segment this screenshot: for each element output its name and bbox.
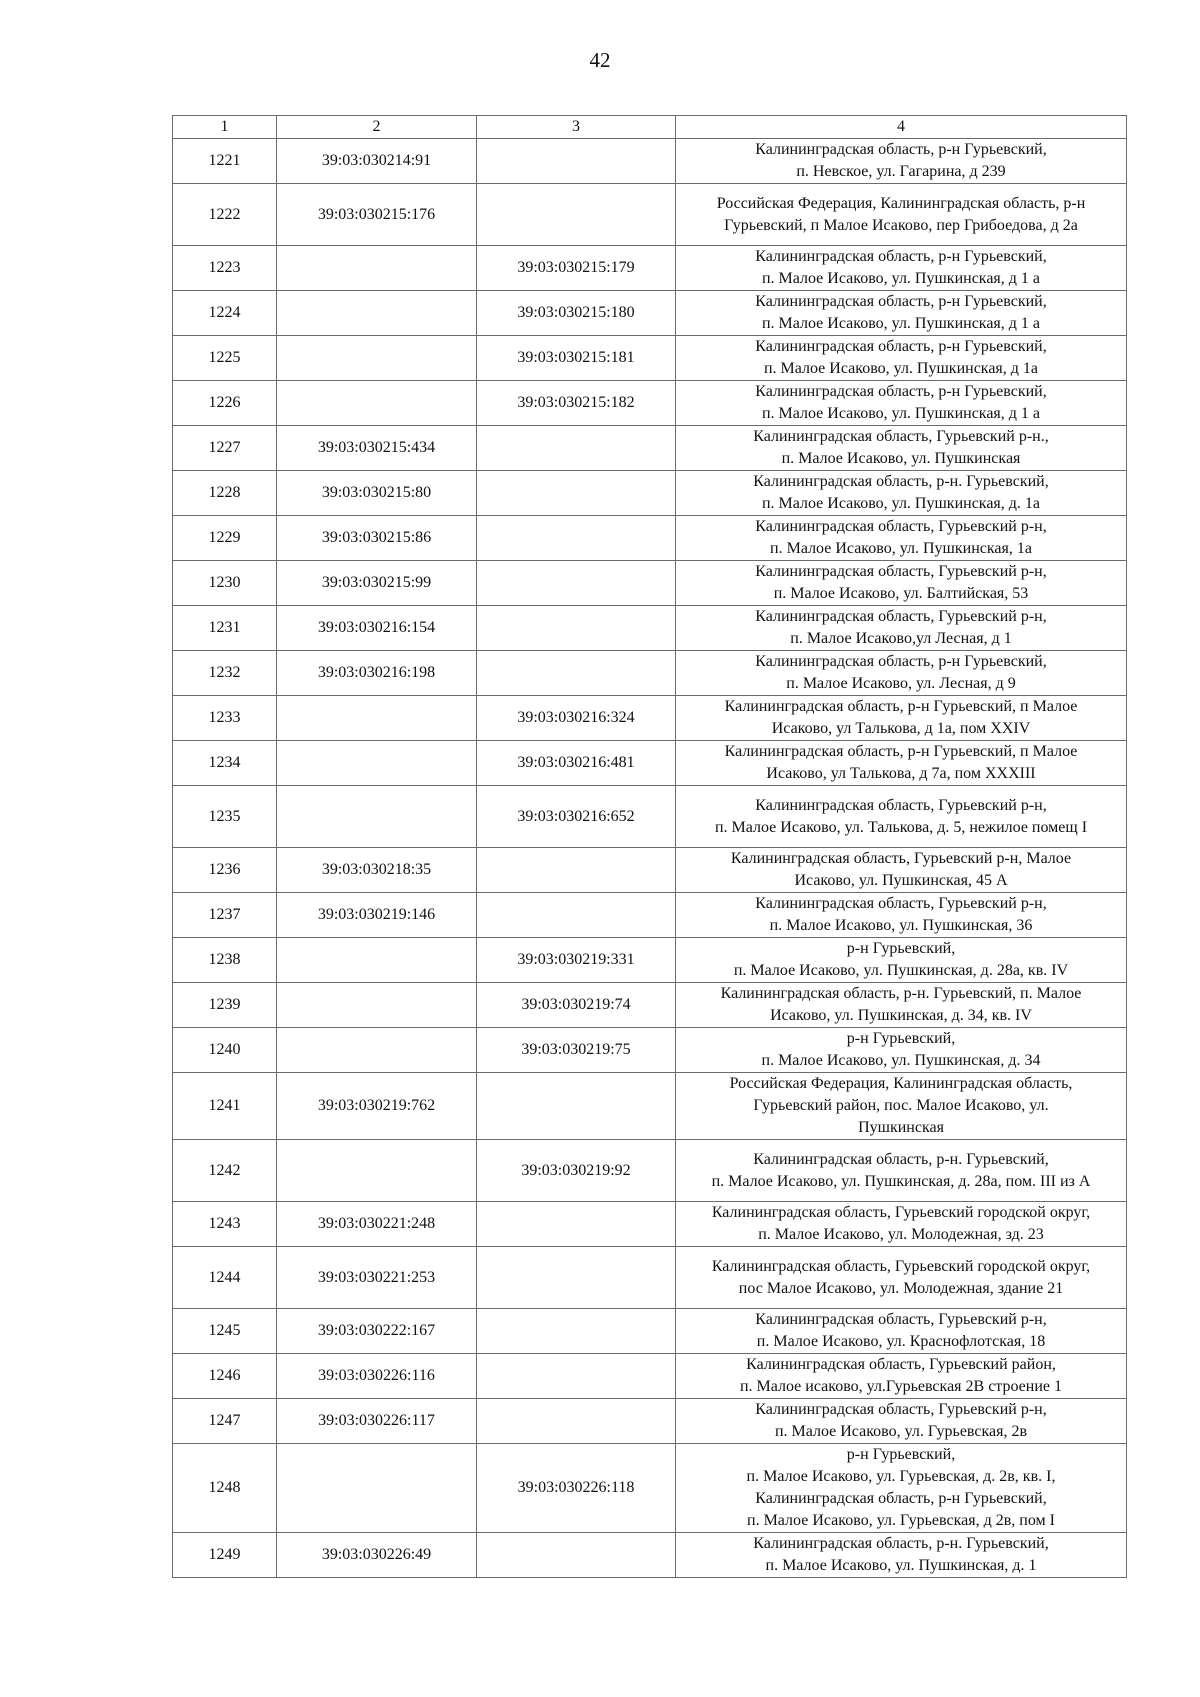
table-row <box>173 1140 1127 1202</box>
building-number-cell <box>477 606 676 651</box>
row-number-cell: 1224 <box>173 291 277 336</box>
table-row <box>173 1354 1127 1399</box>
address-cell: Калининградская область, р-н. Гурьевский, п. Малое Исаково, ул. Пушкинская, д. 34, кв. IV <box>676 983 1127 1028</box>
address-cell: Калининградская область, Гурьевский городской округ, пос Малое Исаково, ул. Молодежная, здание 21 <box>676 1247 1127 1309</box>
building-number-cell <box>477 848 676 893</box>
address-cell: Калининградская область, р-н. Гурьевский, п. Малое Исаково, ул. Пушкинская, д. 1а <box>676 471 1127 516</box>
table-row <box>173 938 1127 983</box>
building-number-cell <box>477 651 676 696</box>
row-number-cell: 1223 <box>173 246 277 291</box>
row-number-cell: 1225 <box>173 336 277 381</box>
address-cell: Калининградская область, Гурьевский р-н, п. Малое Исаково, ул. Пушкинская, 36 <box>676 893 1127 938</box>
row-number-cell: 1230 <box>173 561 277 606</box>
address-cell: Калининградская область, Гурьевский район, п. Малое исаково, ул.Гурьевская 2В строение 1 <box>676 1354 1127 1399</box>
parcel-number-cell: 39:03:030219:762 <box>277 1073 477 1140</box>
address-cell: Калининградская область, р-н. Гурьевский, п. Малое Исаково, ул. Пушкинская, д. 1 <box>676 1533 1127 1578</box>
building-number-cell: 39:03:030216:324 <box>477 696 676 741</box>
building-number-cell <box>477 1354 676 1399</box>
building-number-cell <box>477 426 676 471</box>
parcel-number-cell <box>277 938 477 983</box>
address-cell: Калининградская область, Гурьевский р-н, п. Малое Исаково,ул Лесная, д 1 <box>676 606 1127 651</box>
address-cell: Калининградская область, Гурьевский р-н, п. Малое Исаково, ул. Краснофлотская, 18 <box>676 1309 1127 1354</box>
row-number-cell: 1238 <box>173 938 277 983</box>
row-number-cell: 1248 <box>173 1444 277 1533</box>
row-number-cell: 1244 <box>173 1247 277 1309</box>
parcel-number-cell <box>277 336 477 381</box>
building-number-cell <box>477 139 676 184</box>
address-cell: Калининградская область, Гурьевский р-н, п. Малое Исаково, ул. Талькова, д. 5, нежилое помещ I <box>676 786 1127 848</box>
building-number-cell <box>477 1309 676 1354</box>
building-number-cell: 39:03:030219:92 <box>477 1140 676 1202</box>
building-number-cell <box>477 516 676 561</box>
table-row <box>173 1028 1127 1073</box>
parcel-number-cell: 39:03:030221:248 <box>277 1202 477 1247</box>
parcel-number-cell: 39:03:030215:86 <box>277 516 477 561</box>
table-row <box>173 561 1127 606</box>
row-number-cell: 1231 <box>173 606 277 651</box>
building-number-cell: 39:03:030226:118 <box>477 1444 676 1533</box>
column-header-building: 3 <box>477 116 676 139</box>
column-header-number: 1 <box>173 116 277 139</box>
row-number-cell: 1233 <box>173 696 277 741</box>
address-cell: Калининградская область, Гурьевский городской округ, п. Малое Исаково, ул. Молодежная, зд. 23 <box>676 1202 1127 1247</box>
building-number-cell: 39:03:030215:182 <box>477 381 676 426</box>
parcel-number-cell <box>277 1140 477 1202</box>
building-number-cell: 39:03:030219:331 <box>477 938 676 983</box>
building-number-cell: 39:03:030216:652 <box>477 786 676 848</box>
row-number-cell: 1237 <box>173 893 277 938</box>
parcel-number-cell <box>277 1444 477 1533</box>
parcel-number-cell: 39:03:030215:434 <box>277 426 477 471</box>
table-row <box>173 1533 1127 1578</box>
table-header-row <box>173 116 1127 139</box>
building-number-cell: 39:03:030215:179 <box>477 246 676 291</box>
parcel-number-cell: 39:03:030221:253 <box>277 1247 477 1309</box>
row-number-cell: 1235 <box>173 786 277 848</box>
address-cell: р-н Гурьевский, п. Малое Исаково, ул. Гурьевская, д. 2в, кв. I, Калининградская область, р-н Гурьевский, п. Малое Исаково, ул. Гурьевская, д 2в, пом I <box>676 1444 1127 1533</box>
address-cell: Калининградская область, Гурьевский р-н, п. Малое Исаково, ул. Гурьевская, 2в <box>676 1399 1127 1444</box>
table-row <box>173 1202 1127 1247</box>
address-cell: р-н Гурьевский, п. Малое Исаково, ул. Пушкинская, д. 34 <box>676 1028 1127 1073</box>
parcel-number-cell: 39:03:030214:91 <box>277 139 477 184</box>
row-number-cell: 1240 <box>173 1028 277 1073</box>
table-row <box>173 184 1127 246</box>
building-number-cell: 39:03:030216:481 <box>477 741 676 786</box>
building-number-cell <box>477 893 676 938</box>
table-body <box>173 139 1127 1578</box>
address-cell: Калининградская область, Гурьевский р-н., п. Малое Исаково, ул. Пушкинская <box>676 426 1127 471</box>
parcel-number-cell: 39:03:030226:116 <box>277 1354 477 1399</box>
parcel-number-cell: 39:03:030215:176 <box>277 184 477 246</box>
parcel-number-cell: 39:03:030216:154 <box>277 606 477 651</box>
building-number-cell: 39:03:030215:180 <box>477 291 676 336</box>
parcel-number-cell: 39:03:030216:198 <box>277 651 477 696</box>
table-row <box>173 1247 1127 1309</box>
building-number-cell <box>477 1073 676 1140</box>
building-number-cell <box>477 1533 676 1578</box>
address-cell: Калининградская область, р-н Гурьевский, п. Малое Исаково, ул. Пушкинская, д 1 а <box>676 291 1127 336</box>
parcel-number-cell <box>277 381 477 426</box>
row-number-cell: 1236 <box>173 848 277 893</box>
column-header-address: 4 <box>676 116 1127 139</box>
row-number-cell: 1226 <box>173 381 277 426</box>
row-number-cell: 1249 <box>173 1533 277 1578</box>
building-number-cell <box>477 561 676 606</box>
address-cell: Калининградская область, р-н Гурьевский, п Малое Исаково, ул Талькова, д 7а, пом XXXIII <box>676 741 1127 786</box>
table-row <box>173 381 1127 426</box>
table-row <box>173 848 1127 893</box>
parcel-number-cell <box>277 1028 477 1073</box>
parcel-number-cell <box>277 786 477 848</box>
table-row <box>173 606 1127 651</box>
address-cell: Российская Федерация, Калининградская область, р-н Гурьевский, п Малое Исаково, пер Грибоедова, д 2а <box>676 184 1127 246</box>
row-number-cell: 1239 <box>173 983 277 1028</box>
parcel-number-cell: 39:03:030215:80 <box>277 471 477 516</box>
row-number-cell: 1247 <box>173 1399 277 1444</box>
row-number-cell: 1241 <box>173 1073 277 1140</box>
table-row <box>173 696 1127 741</box>
address-cell: Калининградская область, р-н Гурьевский, п. Малое Исаково, ул. Пушкинская, д 1 а <box>676 381 1127 426</box>
address-cell: Калининградская область, р-н Гурьевский, п Малое Исаково, ул Талькова, д 1а, пом XXIV <box>676 696 1127 741</box>
address-cell: Калининградская область, р-н. Гурьевский, п. Малое Исаково, ул. Пушкинская, д. 28а, пом. III из А <box>676 1140 1127 1202</box>
parcel-number-cell <box>277 983 477 1028</box>
parcel-number-cell: 39:03:030226:49 <box>277 1533 477 1578</box>
table-row <box>173 291 1127 336</box>
row-number-cell: 1234 <box>173 741 277 786</box>
address-cell: Калининградская область, Гурьевский р-н, Малое Исаково, ул. Пушкинская, 45 А <box>676 848 1127 893</box>
address-cell: р-н Гурьевский, п. Малое Исаково, ул. Пушкинская, д. 28а, кв. IV <box>676 938 1127 983</box>
table-row <box>173 426 1127 471</box>
parcel-number-cell: 39:03:030219:146 <box>277 893 477 938</box>
row-number-cell: 1242 <box>173 1140 277 1202</box>
table-row <box>173 516 1127 561</box>
column-header-parcel: 2 <box>277 116 477 139</box>
table-row <box>173 1073 1127 1140</box>
table-row <box>173 246 1127 291</box>
row-number-cell: 1243 <box>173 1202 277 1247</box>
address-cell: Российская Федерация, Калининградская область, Гурьевский район, пос. Малое Исаково, ул. Пушкинская <box>676 1073 1127 1140</box>
row-number-cell: 1246 <box>173 1354 277 1399</box>
address-cell: Калининградская область, р-н Гурьевский, п. Малое Исаково, ул. Лесная, д 9 <box>676 651 1127 696</box>
row-number-cell: 1222 <box>173 184 277 246</box>
building-number-cell: 39:03:030215:181 <box>477 336 676 381</box>
parcel-number-cell: 39:03:030222:167 <box>277 1309 477 1354</box>
table-row <box>173 786 1127 848</box>
page-number: 42 <box>589 48 611 72</box>
table-row <box>173 651 1127 696</box>
row-number-cell: 1245 <box>173 1309 277 1354</box>
table-row <box>173 983 1127 1028</box>
registry-table <box>172 115 1127 1578</box>
table-row <box>173 1444 1127 1533</box>
address-cell: Калининградская область, р-н Гурьевский, п. Малое Исаково, ул. Пушкинская, д 1а <box>676 336 1127 381</box>
parcel-number-cell: 39:03:030215:99 <box>277 561 477 606</box>
table-row <box>173 471 1127 516</box>
building-number-cell <box>477 1399 676 1444</box>
building-number-cell <box>477 1202 676 1247</box>
building-number-cell: 39:03:030219:75 <box>477 1028 676 1073</box>
building-number-cell: 39:03:030219:74 <box>477 983 676 1028</box>
row-number-cell: 1232 <box>173 651 277 696</box>
table-row <box>173 336 1127 381</box>
building-number-cell <box>477 471 676 516</box>
parcel-number-cell <box>277 696 477 741</box>
row-number-cell: 1229 <box>173 516 277 561</box>
parcel-number-cell <box>277 246 477 291</box>
address-cell: Калининградская область, р-н Гурьевский, п. Невское, ул. Гагарина, д 239 <box>676 139 1127 184</box>
table-row <box>173 1399 1127 1444</box>
table-row <box>173 893 1127 938</box>
address-cell: Калининградская область, р-н Гурьевский, п. Малое Исаково, ул. Пушкинская, д 1 а <box>676 246 1127 291</box>
address-cell: Калининградская область, Гурьевский р-н, п. Малое Исаково, ул. Пушкинская, 1а <box>676 516 1127 561</box>
table-row <box>173 1309 1127 1354</box>
building-number-cell <box>477 184 676 246</box>
row-number-cell: 1228 <box>173 471 277 516</box>
table-row <box>173 139 1127 184</box>
table-row <box>173 741 1127 786</box>
address-cell: Калининградская область, Гурьевский р-н, п. Малое Исаково, ул. Балтийская, 53 <box>676 561 1127 606</box>
row-number-cell: 1221 <box>173 139 277 184</box>
parcel-number-cell <box>277 291 477 336</box>
parcel-number-cell: 39:03:030226:117 <box>277 1399 477 1444</box>
building-number-cell <box>477 1247 676 1309</box>
row-number-cell: 1227 <box>173 426 277 471</box>
parcel-number-cell: 39:03:030218:35 <box>277 848 477 893</box>
parcel-number-cell <box>277 741 477 786</box>
